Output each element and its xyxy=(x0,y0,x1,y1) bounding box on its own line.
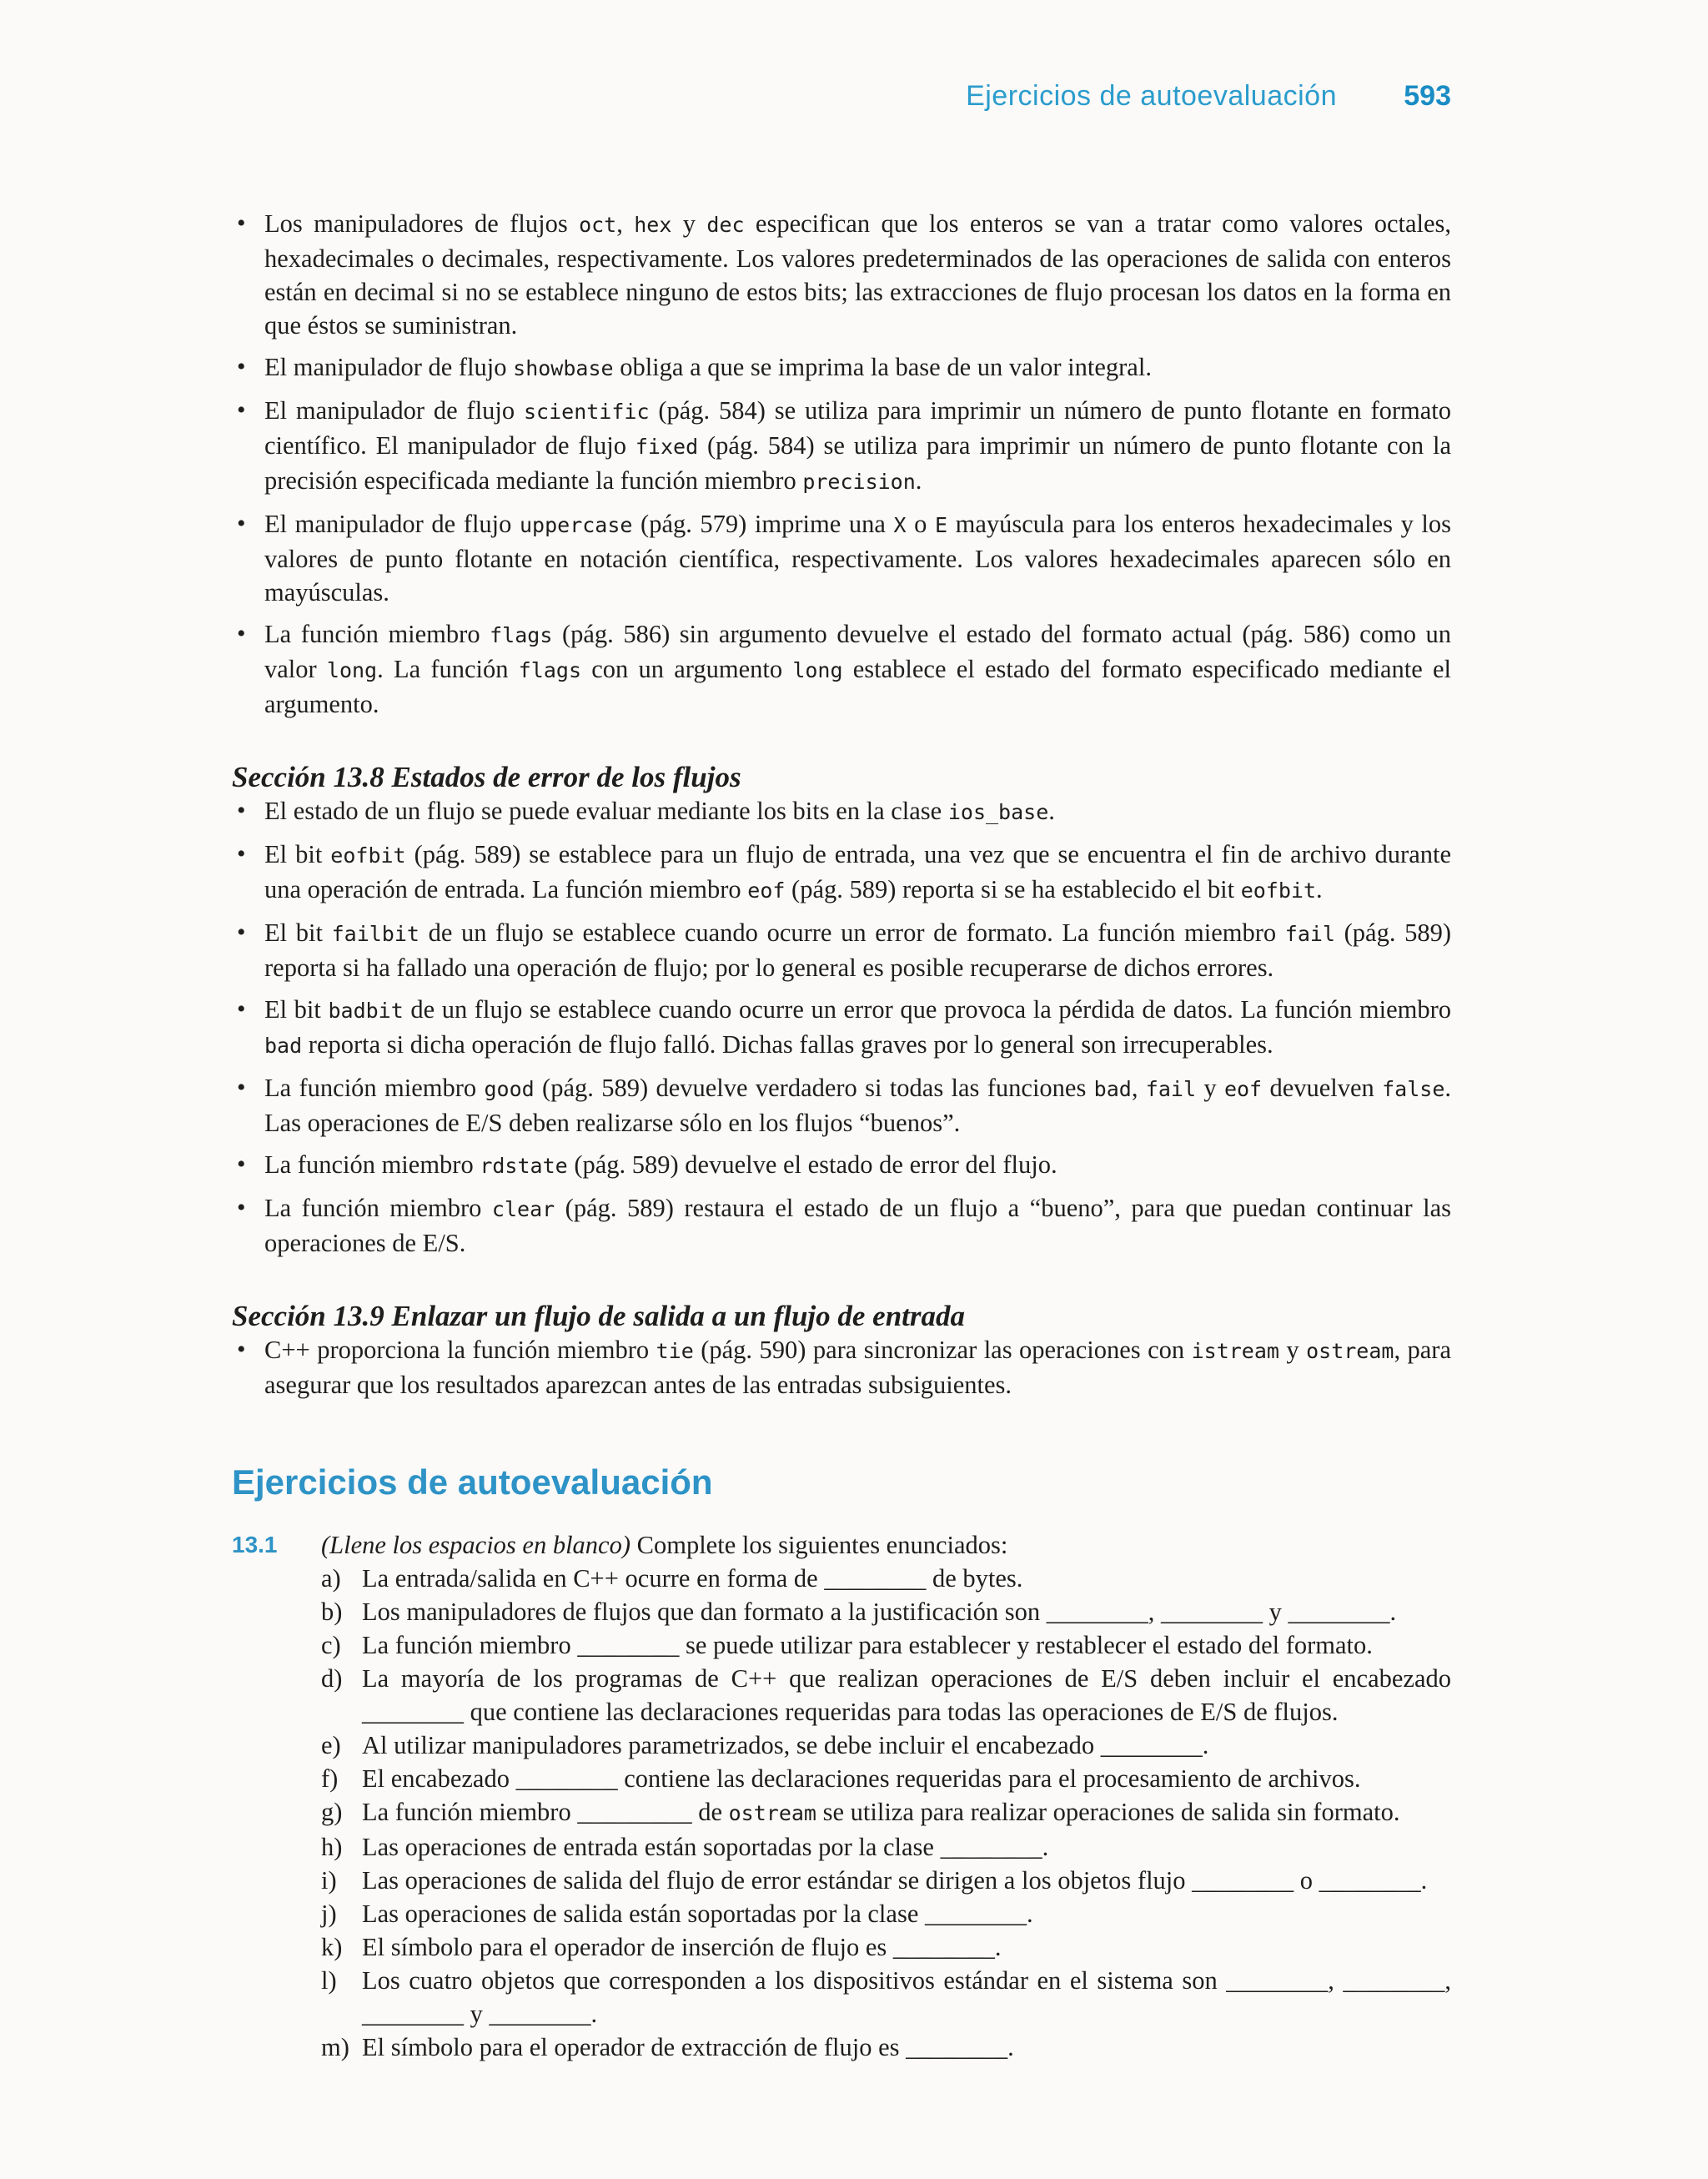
text-run: . xyxy=(1316,875,1323,903)
exercise-item xyxy=(321,1595,1451,1628)
code-term: eofbit xyxy=(330,843,406,868)
text-run: . xyxy=(1048,797,1055,825)
page-number: 593 xyxy=(1404,80,1451,112)
bullet-item xyxy=(232,993,1451,1063)
section-13-9-bullets xyxy=(232,1333,1451,1402)
code-term: ostream xyxy=(1306,1339,1394,1363)
item-letter: l) xyxy=(321,1966,337,1995)
item-letter: e) xyxy=(321,1731,341,1759)
text-run: de un flujo se establece cuando ocurre un error que provoca la pérdida de datos. La función miembro xyxy=(403,995,1451,1024)
code-term: long xyxy=(792,658,843,682)
text-run: con un argumento xyxy=(581,655,793,683)
bullet-item xyxy=(232,1333,1451,1402)
code-term: showbase xyxy=(513,356,614,380)
text-run: (pág. 586) sin argumento devuelve el estado del formato actual (pág. 586) como un valor xyxy=(264,620,1451,683)
text-run: o xyxy=(906,510,935,538)
text-run: La función miembro ________ se puede utilizar para establecer y restablecer el estado del formato. xyxy=(362,1631,1373,1659)
running-title: Ejercicios de autoevaluación xyxy=(966,80,1337,112)
code-term: bad xyxy=(1093,1077,1132,1101)
text-run: (pág. 584) se utiliza para imprimir un número de punto flotante con la precisión especificada mediante la función miembro xyxy=(264,431,1451,495)
code-term: eof xyxy=(747,878,786,903)
text-run: El manipulador de flujo xyxy=(264,396,524,425)
text-run: Las operaciones de entrada están soportadas por la clase ________. xyxy=(362,1833,1049,1861)
item-letter: f) xyxy=(321,1764,339,1793)
summary-bullets xyxy=(232,207,1451,721)
text-run: (pág. 589) restaura el estado de un flujo a “bueno”, para que puedan continuar las operaciones de E/S. xyxy=(264,1194,1451,1257)
text-run: Las operaciones de salida del flujo de error estándar se dirigen a los objetos flujo ________ o ________. xyxy=(362,1866,1428,1895)
item-letter: c) xyxy=(321,1631,341,1659)
text-run: Los manipuladores de flujos xyxy=(264,209,580,238)
code-term: badbit xyxy=(328,999,404,1023)
code-term: flags xyxy=(518,658,581,682)
bullet-item xyxy=(232,617,1451,721)
text-run: El estado de un flujo se puede evaluar mediante los bits en la clase xyxy=(264,797,948,825)
code-term: failbit xyxy=(331,922,419,946)
bullet-item xyxy=(232,207,1451,342)
bullet-item xyxy=(232,507,1451,609)
item-letter: a) xyxy=(321,1564,341,1593)
bullet-item xyxy=(232,1071,1451,1140)
item-letter: m) xyxy=(321,2033,349,2061)
text-run: (pág. 589) se establece para un flujo de entrada, una vez que se encuentra el fin de archivo durante una operación de entrada. La función miembro xyxy=(264,840,1451,903)
text-run: obliga a que se imprima la base de un valor integral. xyxy=(613,353,1152,381)
code-term: ostream xyxy=(728,1801,816,1825)
code-term: fail xyxy=(1284,922,1335,946)
main-content xyxy=(232,207,1451,2064)
exercise-item xyxy=(321,1662,1451,1729)
item-letter: g) xyxy=(321,1798,343,1826)
exercise-item xyxy=(321,1897,1451,1930)
exercise-item xyxy=(321,1864,1451,1897)
code-term: istream xyxy=(1191,1339,1279,1363)
text-run: . La función xyxy=(377,655,519,683)
text-run: El bit xyxy=(264,840,331,868)
code-term: E xyxy=(934,513,948,537)
bullet-item xyxy=(232,1191,1451,1260)
text-run: El símbolo para el operador de inserción de flujo es ________. xyxy=(362,1933,1002,1961)
code-term: uppercase xyxy=(519,513,633,537)
exercise-body xyxy=(321,1528,1451,2064)
exercise-item xyxy=(321,1964,1451,2031)
item-letter: k) xyxy=(321,1933,343,1961)
bullet-item xyxy=(232,394,1451,499)
code-term: fixed xyxy=(635,435,699,459)
text-run: . Las operaciones de E/S deben realizarse sólo en los flujos “buenos”. xyxy=(264,1074,1452,1137)
text-run: El bit xyxy=(264,918,332,947)
item-letter: h) xyxy=(321,1833,343,1861)
exercise-number: 13.1 xyxy=(232,1532,278,1558)
exercise-instruction-italic: (Llene los espacios en blanco) xyxy=(321,1531,631,1559)
text-run: . xyxy=(915,466,922,495)
text-run: Los manipuladores de flujos que dan formato a la justificación son ________, ________ y ________. xyxy=(362,1598,1397,1626)
text-run: El manipulador de flujo xyxy=(264,353,514,381)
code-term: ios_base xyxy=(947,800,1049,824)
bullet-item xyxy=(232,794,1451,829)
text-run: La función miembro xyxy=(264,1194,492,1222)
exercise-item xyxy=(321,2031,1451,2064)
section-heading-13-8: Sección 13.8 Estados de error de los flujos xyxy=(232,761,741,793)
text-run: de un flujo se establece cuando ocurre un error de formato. La función miembro xyxy=(419,918,1285,947)
text-run: (pág. 590) para sincronizar las operaciones con xyxy=(693,1336,1192,1364)
bullet-item xyxy=(232,350,1451,385)
code-term: scientific xyxy=(523,400,650,424)
code-term: eof xyxy=(1223,1077,1263,1101)
text-run: (pág. 579) imprime una xyxy=(632,510,894,538)
exercise-item xyxy=(321,1628,1451,1662)
text-run: Las operaciones de salida están soportadas por la clase ________. xyxy=(362,1900,1033,1928)
item-letter: i) xyxy=(321,1866,337,1895)
code-term: bad xyxy=(264,1034,303,1058)
exercise-item xyxy=(321,1762,1451,1795)
exercise-item xyxy=(321,1930,1451,1964)
code-term: eofbit xyxy=(1240,878,1317,903)
exercise-instruction-text: Complete los siguientes enunciados: xyxy=(630,1531,1008,1559)
code-term: hex xyxy=(634,213,672,237)
text-run: mayúscula para los enteros hexadecimales y los valores de punto flotante en notación científica, respectivamente. Los valores hexadecimales aparecen sólo en mayúsculas. xyxy=(264,510,1452,606)
text-run: (pág. 584) se utiliza para imprimir un número de punto flotante en formato científico. El manipulador de flujo xyxy=(264,396,1451,460)
item-letter: d) xyxy=(321,1664,343,1693)
text-run: se utiliza para realizar operaciones de salida sin formato. xyxy=(816,1798,1400,1826)
code-term: long xyxy=(326,658,378,682)
text-run: El manipulador de flujo xyxy=(264,510,520,538)
code-term: false xyxy=(1382,1077,1445,1101)
exercise-item xyxy=(321,1830,1451,1864)
text-run: y xyxy=(671,209,707,238)
exercise-item xyxy=(321,1562,1451,1595)
text-run: devuelven xyxy=(1262,1074,1383,1102)
text-run: C++ proporciona la función miembro xyxy=(264,1336,656,1364)
bullet-item xyxy=(232,916,1451,984)
code-term: good xyxy=(484,1077,535,1101)
code-term: dec xyxy=(706,213,745,237)
text-run: La función miembro xyxy=(264,1074,485,1102)
text-run: y xyxy=(1278,1336,1307,1364)
text-run: , para asegurar que los resultados aparezcan antes de las entradas subsiguientes. xyxy=(264,1336,1452,1399)
text-run: (pág. 589) devuelve verdadero si todas las funciones xyxy=(534,1074,1094,1102)
code-term: X xyxy=(893,513,907,537)
text-run: Al utilizar manipuladores parametrizados, se debe incluir el encabezado ________. xyxy=(362,1731,1209,1759)
exercise-13-1 xyxy=(232,1528,1451,2064)
text-run: La entrada/salida en C++ ocurre en forma de ________ de bytes. xyxy=(362,1564,1023,1593)
text-run: (pág. 589) reporta si ha fallado una operación de flujo; por lo general es posible recuperarse de dichos errores. xyxy=(264,918,1451,982)
text-run: , xyxy=(1131,1074,1146,1102)
code-term: fail xyxy=(1145,1077,1197,1101)
text-run: reporta si dicha operación de flujo falló. Dichas fallas graves por lo general son irrecuperables. xyxy=(302,1030,1273,1059)
exercise-item xyxy=(321,1729,1451,1762)
text-run: (pág. 589) devuelve el estado de error del flujo. xyxy=(567,1150,1057,1179)
bullet-item xyxy=(232,838,1451,908)
text-run: El encabezado ________ contiene las declaraciones requeridas para el procesamiento de archivos. xyxy=(362,1764,1361,1793)
text-run: La función miembro xyxy=(264,620,490,648)
exercise-item xyxy=(321,1795,1451,1830)
text-run: , xyxy=(616,209,635,238)
code-term: oct xyxy=(579,213,617,237)
exercise-items xyxy=(321,1562,1451,2064)
section-heading-13-9: Sección 13.9 Enlazar un flujo de salida a un flujo de entrada xyxy=(232,1300,966,1332)
code-term: precision xyxy=(802,470,916,494)
text-run: establece el estado del formato especificado mediante el argumento. xyxy=(264,655,1451,718)
text-run: La mayoría de los programas de C++ que realizan operaciones de E/S deben incluir el encabezado ________ que contiene las declaraciones requeridas para todas las operaciones de E/S de flujos. xyxy=(362,1664,1451,1726)
text-run: La función miembro _________ de xyxy=(362,1798,729,1826)
code-term: tie xyxy=(656,1339,694,1363)
code-term: flags xyxy=(490,623,553,647)
text-run: El bit xyxy=(264,995,329,1024)
bullet-item xyxy=(232,1148,1451,1183)
exercises-title: Ejercicios de autoevaluación xyxy=(232,1462,713,1502)
text-run: La función miembro xyxy=(264,1150,480,1179)
exercise-instruction xyxy=(321,1528,1451,1562)
item-letter: b) xyxy=(321,1598,343,1626)
text-run: Los cuatro objetos que corresponden a los dispositivos estándar en el sistema son ________, ________, ________ y ________. xyxy=(362,1966,1451,2028)
text-run: especifican que los enteros se van a tratar como valores octales, hexadecimales o decimales, respectivamente. Los valores predeterminados de las operaciones de salida con enteros están en decimal si no se establece ninguno de estos bits; las extracciones de flujo procesan los datos en la forma en que éstos se suministran. xyxy=(264,209,1451,340)
code-term: rdstate xyxy=(480,1154,568,1178)
item-letter: j) xyxy=(321,1900,337,1928)
code-term: clear xyxy=(491,1197,555,1221)
text-run: (pág. 589) reporta si se ha establecido el bit xyxy=(785,875,1241,903)
text-run: y xyxy=(1196,1074,1224,1102)
text-run: El símbolo para el operador de extracción de flujo es ________. xyxy=(362,2033,1014,2061)
section-13-8-bullets xyxy=(232,794,1451,1260)
running-header xyxy=(0,80,1451,122)
